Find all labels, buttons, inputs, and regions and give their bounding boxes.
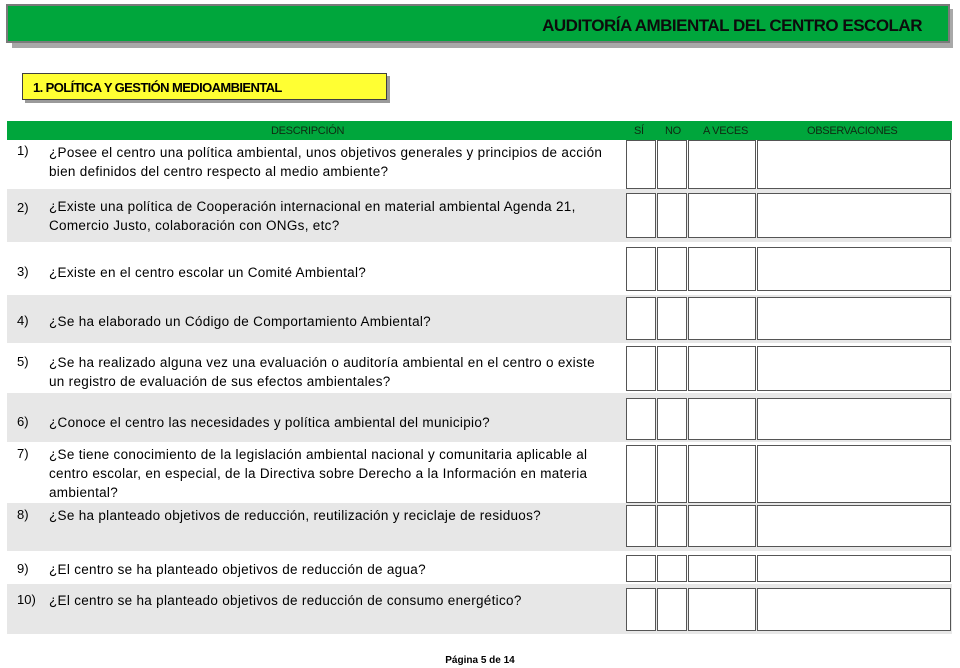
observations-box[interactable] [757, 247, 951, 291]
answer-boxes [626, 588, 951, 631]
question-text: ¿Se ha elaborado un Código de Comportamiento Ambiental? [49, 314, 431, 329]
column-description: DESCRIPCIÓN [271, 125, 345, 137]
observations-box[interactable] [757, 297, 951, 340]
section-header [22, 73, 387, 100]
answer-yes-box[interactable] [626, 445, 656, 503]
answer-sometimes-box[interactable] [688, 555, 756, 582]
row-number: 2) [17, 200, 29, 215]
answer-sometimes-box[interactable] [688, 140, 756, 189]
answer-boxes [626, 193, 951, 238]
observations-box[interactable] [757, 505, 951, 547]
answer-yes-box[interactable] [626, 140, 656, 189]
answer-no-box[interactable] [657, 588, 687, 631]
answer-boxes [626, 445, 951, 503]
answer-sometimes-box[interactable] [688, 297, 756, 340]
table-row [7, 343, 952, 393]
table-row [7, 242, 952, 295]
answer-no-box[interactable] [657, 555, 687, 582]
answer-no-box[interactable] [657, 297, 687, 340]
table-row [7, 295, 952, 343]
answer-no-box[interactable] [657, 445, 687, 503]
table-row [7, 140, 952, 189]
question-text: ¿Se tiene conocimiento de la legislación ambiental nacional y comunitaria aplicable al centro escolar, en especial, de la Directiva sobre Derecho a la Información en materia ambiental? [49, 447, 588, 500]
table-row [7, 503, 952, 551]
answer-sometimes-box[interactable] [688, 247, 756, 291]
table-row [7, 189, 952, 242]
observations-box[interactable] [757, 555, 951, 582]
observations-box[interactable] [757, 445, 951, 503]
row-number: 7) [17, 446, 29, 461]
page-number: Página 5 de 14 [445, 655, 515, 666]
answer-sometimes-box[interactable] [688, 398, 756, 440]
title-banner [6, 4, 950, 43]
table-row [7, 551, 952, 584]
answer-sometimes-box[interactable] [688, 588, 756, 631]
answer-yes-box[interactable] [626, 505, 656, 547]
observations-box[interactable] [757, 140, 951, 189]
section-title: 1. POLÍTICA Y GESTIÓN MEDIOAMBIENTAL [33, 80, 282, 95]
answer-no-box[interactable] [657, 398, 687, 440]
table-row [7, 393, 952, 442]
row-number: 3) [17, 264, 29, 279]
observations-box[interactable] [757, 398, 951, 440]
table-header [7, 121, 952, 140]
column-sometimes: A VECES [703, 125, 748, 137]
column-observations: OBSERVACIONES [807, 125, 898, 137]
row-number: 1) [17, 143, 29, 158]
question-text: ¿El centro se ha planteado objetivos de reducción de agua? [49, 562, 426, 577]
answer-yes-box[interactable] [626, 247, 656, 291]
question-text: ¿El centro se ha planteado objetivos de reducción de consumo energético? [49, 593, 522, 608]
table-row [7, 442, 952, 503]
answer-sometimes-box[interactable] [688, 445, 756, 503]
row-number: 4) [17, 313, 29, 328]
row-number: 10) [17, 592, 36, 607]
questions-table [7, 140, 952, 634]
answer-yes-box[interactable] [626, 297, 656, 340]
column-no: NO [665, 125, 681, 137]
answer-boxes [626, 140, 951, 189]
answer-yes-box[interactable] [626, 398, 656, 440]
answer-boxes [626, 297, 951, 340]
answer-yes-box[interactable] [626, 588, 656, 631]
question-text: ¿Existe en el centro escolar un Comité Ambiental? [49, 265, 367, 280]
answer-boxes [626, 398, 951, 440]
answer-boxes [626, 247, 951, 291]
observations-box[interactable] [757, 588, 951, 631]
answer-no-box[interactable] [657, 193, 687, 238]
row-number: 6) [17, 414, 29, 429]
observations-box[interactable] [757, 346, 951, 391]
answer-boxes [626, 555, 951, 582]
answer-boxes [626, 505, 951, 547]
row-number: 5) [17, 354, 29, 369]
row-number: 8) [17, 507, 29, 522]
question-text: ¿Existe una política de Cooperación internacional en material ambiental Agenda 21, Comercio Justo, colaboración con ONGs, etc? [49, 199, 576, 233]
answer-no-box[interactable] [657, 140, 687, 189]
question-text: ¿Se ha planteado objetivos de reducción, reutilización y reciclaje de residuos? [49, 508, 541, 523]
answer-no-box[interactable] [657, 247, 687, 291]
answer-sometimes-box[interactable] [688, 346, 756, 391]
answer-yes-box[interactable] [626, 555, 656, 582]
question-text: ¿Conoce el centro las necesidades y política ambiental del municipio? [49, 415, 490, 430]
document-title: AUDITORÍA AMBIENTAL DEL CENTRO ESCOLAR [542, 16, 922, 35]
question-text: ¿Posee el centro una política ambiental, unos objetivos generales y principios de acción bien definidos del centro respecto al medio ambiente? [49, 145, 603, 179]
column-yes: SÍ [634, 125, 644, 137]
row-number: 9) [17, 561, 29, 576]
answer-no-box[interactable] [657, 346, 687, 391]
table-row [7, 584, 952, 634]
answer-no-box[interactable] [657, 505, 687, 547]
answer-sometimes-box[interactable] [688, 193, 756, 238]
observations-box[interactable] [757, 193, 951, 238]
answer-boxes [626, 346, 951, 391]
answer-sometimes-box[interactable] [688, 505, 756, 547]
answer-yes-box[interactable] [626, 193, 656, 238]
question-text: ¿Se ha realizado alguna vez una evaluación o auditoría ambiental en el centro o existe un registro de evaluación de sus efectos ambientales? [49, 355, 595, 389]
answer-yes-box[interactable] [626, 346, 656, 391]
